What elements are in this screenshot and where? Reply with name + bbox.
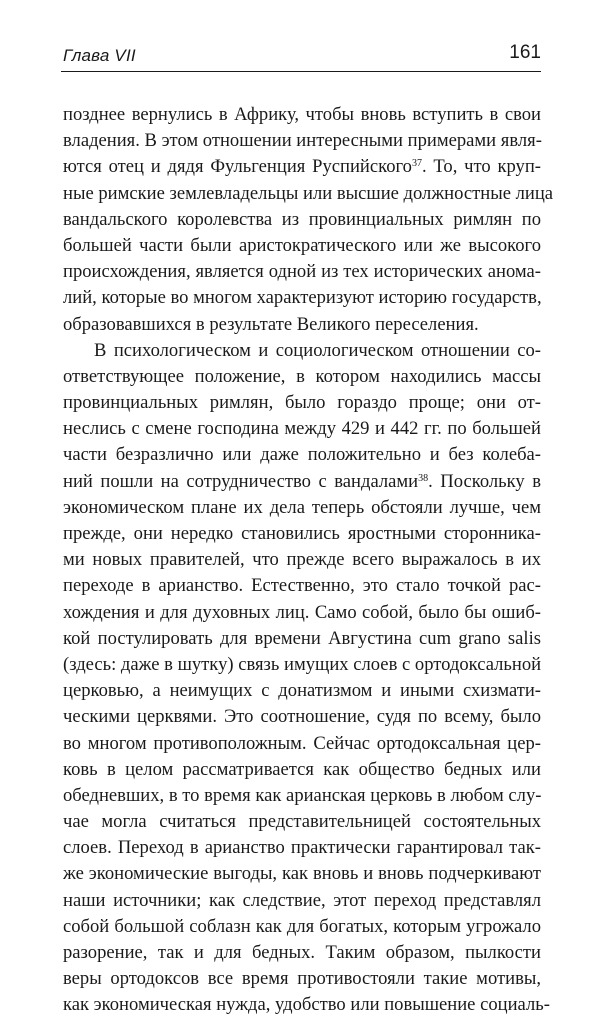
footnote-ref-38: 38 xyxy=(418,472,429,484)
text-line-with-footnote xyxy=(63,469,541,495)
paragraph-2 xyxy=(63,338,550,1019)
text-line: образовавшихся в результате Великого переселения. xyxy=(63,313,479,335)
text-line: лий, которые во многом характеризуют историю государств, xyxy=(63,287,542,309)
text-line: собой большой соблазн как для богатых, которым угрожало xyxy=(63,915,541,937)
text-line: обедневших, в то время как арианская церковь в любом слу- xyxy=(63,784,542,806)
text-line: хождения и для духовных лиц. Само собой, было бы ошиб- xyxy=(63,601,541,623)
text-line: переходе в арианство. Естественно, это стало точкой рас- xyxy=(63,575,541,597)
text-line: ные римские землевладельцы или высшие должностные лица xyxy=(63,182,554,204)
text-line: ковь в целом рассматривается как общество бедных или xyxy=(63,758,541,780)
text-fragment: . То, что круп- xyxy=(421,156,541,178)
text-line: слоев. Переход в арианство практически гарантировал так- xyxy=(63,837,541,859)
text-line: разорение, так и для бедных. Таким образом, пылкости xyxy=(63,942,541,963)
text-line: происхождения, является одной из тех исторических анома- xyxy=(63,261,541,283)
text-line: кой постулировать для времени Августина cum grano salis xyxy=(63,627,541,649)
running-header xyxy=(63,42,541,68)
text-line: ческими церквями. Это соотношение, судя по всему, было xyxy=(63,706,541,728)
body-text xyxy=(63,102,554,1019)
text-line: позднее вернулись в Африку, чтобы вновь вступить в свои xyxy=(63,104,541,125)
text-line: В психологическом и социологическом отношении со- xyxy=(94,339,541,361)
text-line: владения. В этом отношении интересными примерами явля- xyxy=(63,130,542,152)
chapter-title: Глава VII xyxy=(63,46,136,65)
text-line: во многом противоположным. Сейчас ортодоксальная цер- xyxy=(63,732,541,754)
header-rule xyxy=(61,71,541,72)
text-line: неслись с смене господина между 429 и 442 гг. по большей xyxy=(63,418,541,440)
text-line-with-footnote xyxy=(63,154,541,180)
text-line: как экономическая нужда, удобство или повышение социаль- xyxy=(63,994,550,1016)
text-line: провинциальных римлян, было гораздо проще; они от- xyxy=(63,392,541,414)
text-line: же экономические выгоды, как вновь и вновь подчеркивают xyxy=(63,863,541,885)
text-fragment: . Поскольку в xyxy=(428,470,541,492)
text-line: прежде, они нередко становились яростными сторонника- xyxy=(63,523,541,544)
footnote-ref-37: 37 xyxy=(411,158,422,170)
page-number: 161 xyxy=(509,42,541,63)
text-line: вандальского королевства из провинциальных римлян по xyxy=(63,208,541,230)
paragraph-1 xyxy=(63,102,554,338)
text-line: (здесь: даже в шутку) связь имущих слоев с ортодоксальной xyxy=(63,653,542,675)
text-line: церковью, а неимущих с донатизмом и иными схизмати- xyxy=(63,680,541,702)
text-line: части безразлично или даже положительно и без колеба- xyxy=(63,444,541,466)
text-line: большей части были аристократического или же высокого xyxy=(63,234,541,256)
text-fragment: ний пошли на сотрудничество с вандалами xyxy=(63,470,419,492)
text-line: чае могла считаться представительницей состоятельных xyxy=(63,811,541,833)
text-line: ми новых правителей, что прежде всего выражалось в их xyxy=(63,549,541,571)
text-fragment: ются отец и дядя Фульгенция Руспийского xyxy=(63,156,412,178)
text-line: веры ортодоксов все время противостояли такие мотивы, xyxy=(63,968,541,990)
text-line: наши источники; как следствие, этот переход представлял xyxy=(63,889,541,911)
text-line: ответствующее положение, в котором находились массы xyxy=(63,365,541,387)
text-line: экономическом плане их дела теперь обстояли лучше, чем xyxy=(63,496,541,518)
